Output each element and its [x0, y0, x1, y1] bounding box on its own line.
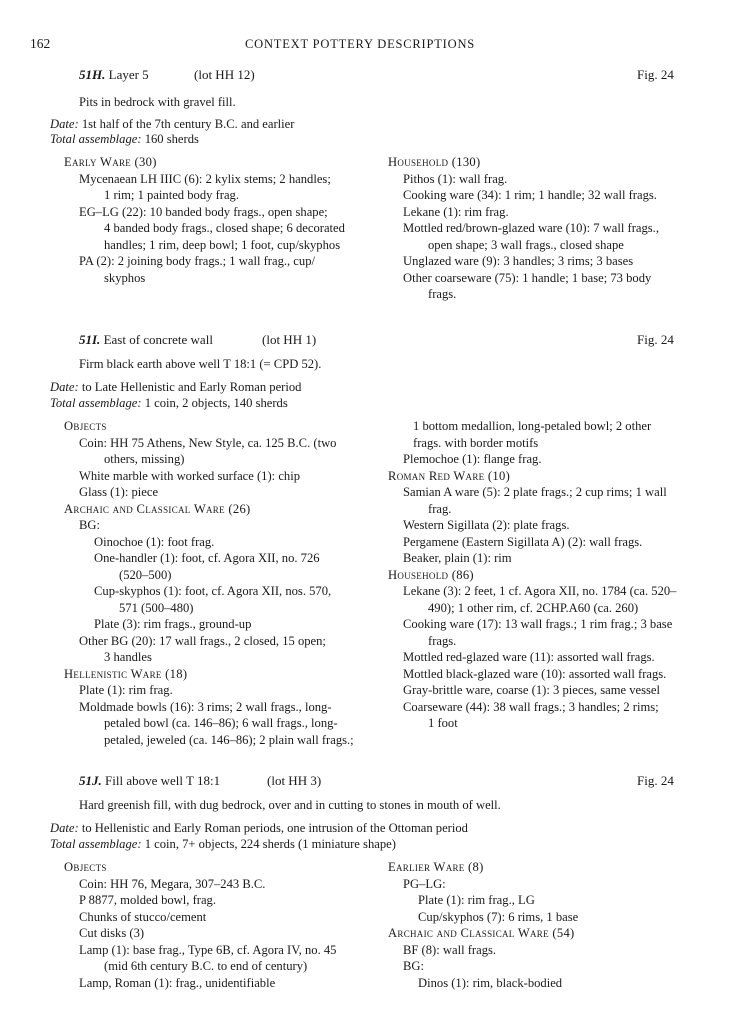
category-heading: Early Ware (30)	[64, 155, 157, 169]
entry-assemblage	[50, 396, 288, 412]
assemblage-label: Total assemblage:	[50, 837, 142, 851]
entry-lot: (lot HH 1)	[262, 332, 317, 347]
entry-lot: (lot HH 12)	[194, 67, 255, 82]
subcategory-heading: BG:	[403, 959, 424, 973]
list-item: Plemochoe (1): flange frag.	[403, 452, 542, 466]
list-item: Coarseware (44): 38 wall frags.; 3 handles; 2 rims;	[403, 699, 659, 714]
entry-number: 51I.	[79, 332, 101, 347]
list-item-continuation: (520–500)	[119, 567, 172, 582]
entry-lot: (lot HH 3)	[267, 773, 322, 788]
list-item: Other coarseware (75): 1 handle; 1 base; 73 body	[403, 270, 652, 285]
list-item: Unglazed ware (9): 3 handles; 3 rims; 3 bases	[403, 254, 634, 268]
category-heading: Household (86)	[388, 567, 474, 582]
list-item: Pergamene (Eastern Sigillata A) (2): wall frags.	[403, 534, 643, 549]
entry-date	[50, 380, 301, 396]
subcategory-heading: PG–LG:	[403, 876, 446, 891]
category-heading: Objects	[64, 419, 107, 433]
list-item: Cup/skyphos (7): 6 rims, 1 base	[418, 909, 579, 924]
entry-description: Hard greenish fill, with dug bedrock, over and in cutting to stones in mouth of well.	[79, 798, 501, 812]
date-label: Date:	[50, 380, 79, 394]
date-value: to Late Hellenistic and Early Roman period	[78, 380, 302, 394]
assemblage-value: 1 coin, 7+ objects, 224 sherds (1 miniature shape)	[141, 837, 396, 851]
list-item: Cut disks (3)	[79, 926, 145, 940]
list-item: White marble with worked surface (1): chip	[79, 468, 301, 483]
entry-number: 51J.	[79, 773, 102, 788]
list-item-continuation: (mid 6th century B.C. to end of century)	[104, 959, 308, 973]
category-heading: Objects	[64, 860, 107, 874]
date-value: 1st half of the 7th century B.C. and earlier	[78, 117, 295, 131]
category-heading: Earlier Ware (8)	[388, 860, 484, 874]
list-item: P 8877, molded bowl, frag.	[79, 893, 216, 907]
list-item-continuation: frag.	[428, 501, 452, 516]
list-item: Lamp, Roman (1): frag., unidentifiable	[79, 975, 276, 990]
left-column	[64, 154, 369, 286]
assemblage-label: Total assemblage:	[50, 132, 142, 146]
list-item: PA (2): 2 joining body frags.; 1 wall frag., cup/	[79, 254, 315, 268]
assemblage-label: Total assemblage:	[50, 396, 142, 410]
list-item-continuation: 1 rim; 1 painted body frag.	[104, 188, 240, 202]
category-heading: Roman Red Ware (10)	[388, 468, 511, 483]
right-column	[388, 418, 688, 732]
assemblage-value: 1 coin, 2 objects, 140 sherds	[141, 396, 288, 410]
list-item: Coin: HH 75 Athens, New Style, ca. 125 B.C. (two	[79, 435, 337, 450]
list-item: Pithos (1): wall frag.	[403, 171, 508, 186]
entry-heading	[79, 773, 220, 789]
list-item: Beaker, plain (1): rim	[403, 551, 512, 565]
list-item-continuation: frags.	[428, 633, 457, 648]
right-column	[388, 859, 688, 991]
entry-title: Fill above well T 18:1	[105, 773, 221, 788]
list-item: Samian A ware (5): 2 plate frags.; 2 cup rims; 1 wall	[403, 485, 667, 499]
running-head: CONTEXT POTTERY DESCRIPTIONS	[245, 37, 476, 51]
list-item-continuation: 490); 1 other rim, cf. 2CHP.A60 (ca. 260)	[428, 600, 639, 615]
date-label: Date:	[50, 117, 79, 131]
list-item: Mycenaean LH IIIC (6): 2 kylix stems; 2 handles;	[79, 171, 331, 186]
assemblage-value: 160 sherds	[141, 132, 199, 146]
entry-description: Firm black earth above well T 18:1 (= CPD 52).	[79, 357, 322, 371]
list-item-continuation: 4 banded body frags., closed shape; 6 decorated	[104, 221, 345, 235]
list-item-continuation: petaled, jeweled (ca. 146–86); 2 plain wall frags.;	[104, 732, 354, 747]
page-number: 162	[30, 36, 51, 51]
list-item: Cooking ware (34): 1 rim; 1 handle; 32 wall frags.	[403, 188, 657, 202]
left-column	[64, 859, 369, 991]
list-item: Oinochoe (1): foot frag.	[94, 534, 215, 549]
entry-assemblage	[50, 132, 199, 148]
figure-reference: Fig. 24	[637, 332, 674, 347]
list-item-continuation: others, missing)	[104, 452, 185, 466]
list-item-continuation: frags.	[428, 287, 457, 301]
figure-reference: Fig. 24	[637, 67, 674, 82]
entry-title: Layer 5	[108, 67, 149, 82]
entry-date	[50, 821, 468, 837]
list-item: Lamp (1): base frag., Type 6B, cf. Agora IV, no. 45	[79, 942, 337, 957]
list-item-continuation: 1 bottom medallion, long-petaled bowl; 2 other	[413, 419, 652, 433]
list-item-continuation: skyphos	[104, 270, 146, 285]
date-label: Date:	[50, 821, 79, 835]
list-item: Mottled red/brown-glazed ware (10): 7 wall frags.,	[403, 221, 659, 235]
list-item: Coin: HH 76, Megara, 307–243 B.C.	[79, 876, 266, 891]
list-item-continuation: petaled bowl (ca. 146–86); 6 wall frags., long-	[104, 716, 338, 730]
list-item-continuation: 3 handles	[104, 650, 152, 664]
date-value: to Hellenistic and Early Roman periods, one intrusion of the Ottoman period	[78, 821, 468, 835]
list-item: Western Sigillata (2): plate frags.	[403, 518, 570, 532]
list-item-continuation: 1 foot	[428, 716, 458, 730]
list-item: Mottled red-glazed ware (11): assorted wall frags.	[403, 650, 655, 664]
entry-number: 51H.	[79, 67, 106, 82]
list-item: Cup-skyphos (1): foot, cf. Agora XII, nos. 570,	[94, 584, 332, 598]
list-item-continuation: 571 (500–480)	[119, 600, 194, 615]
category-heading: Household (130)	[388, 155, 481, 169]
list-item: Lekane (3): 2 feet, 1 cf. Agora XII, no. 1784 (ca. 520–	[403, 584, 677, 598]
entry-title: East of concrete wall	[103, 332, 213, 347]
category-heading: Archaic and Classical Ware (54)	[388, 926, 575, 940]
list-item: Plate (1): rim frag., LG	[418, 893, 535, 907]
category-heading: Hellenistic Ware (18)	[64, 666, 188, 681]
list-item: BF (8): wall frags.	[403, 942, 497, 957]
list-item: Cooking ware (17): 13 wall frags.; 1 rim frag.; 3 base	[403, 617, 673, 631]
right-column	[388, 154, 688, 303]
list-item-continuation: open shape; 3 wall frags., closed shape	[428, 237, 624, 252]
list-item: Plate (3): rim frags., ground-up	[94, 617, 252, 631]
list-item: Lekane (1): rim frag.	[403, 204, 509, 219]
list-item-continuation: handles; 1 rim, deep bowl; 1 foot, cup/skyphos	[104, 237, 341, 252]
entry-heading	[79, 332, 213, 348]
left-column	[64, 418, 369, 748]
entry-description: Pits in bedrock with gravel fill.	[79, 95, 236, 109]
list-item: Chunks of stucco/cement	[79, 909, 207, 924]
list-item-continuation: frags. with border motifs	[413, 435, 539, 450]
entry-date	[50, 117, 294, 133]
list-item: Plate (1): rim frag.	[79, 683, 173, 697]
category-heading: Archaic and Classical Ware (26)	[64, 501, 251, 516]
list-item: Mottled black-glazed ware (10): assorted wall frags.	[403, 666, 667, 681]
figure-reference: Fig. 24	[637, 773, 674, 788]
list-item: Gray-brittle ware, coarse (1): 3 pieces, same vessel	[403, 683, 661, 697]
entry-assemblage	[50, 837, 396, 853]
list-item: One-handler (1): foot, cf. Agora XII, no. 726	[94, 551, 320, 565]
list-item: Glass (1): piece	[79, 485, 159, 499]
list-item: Dinos (1): rim, black-bodied	[418, 975, 563, 990]
list-item: Other BG (20): 17 wall frags., 2 closed, 15 open;	[79, 633, 326, 648]
list-item: Moldmade bowls (16): 3 rims; 2 wall frags., long-	[79, 699, 332, 714]
list-item: EG–LG (22): 10 banded body frags., open shape;	[79, 204, 328, 219]
entry-heading	[79, 67, 149, 83]
subcategory-heading: BG:	[79, 518, 100, 532]
